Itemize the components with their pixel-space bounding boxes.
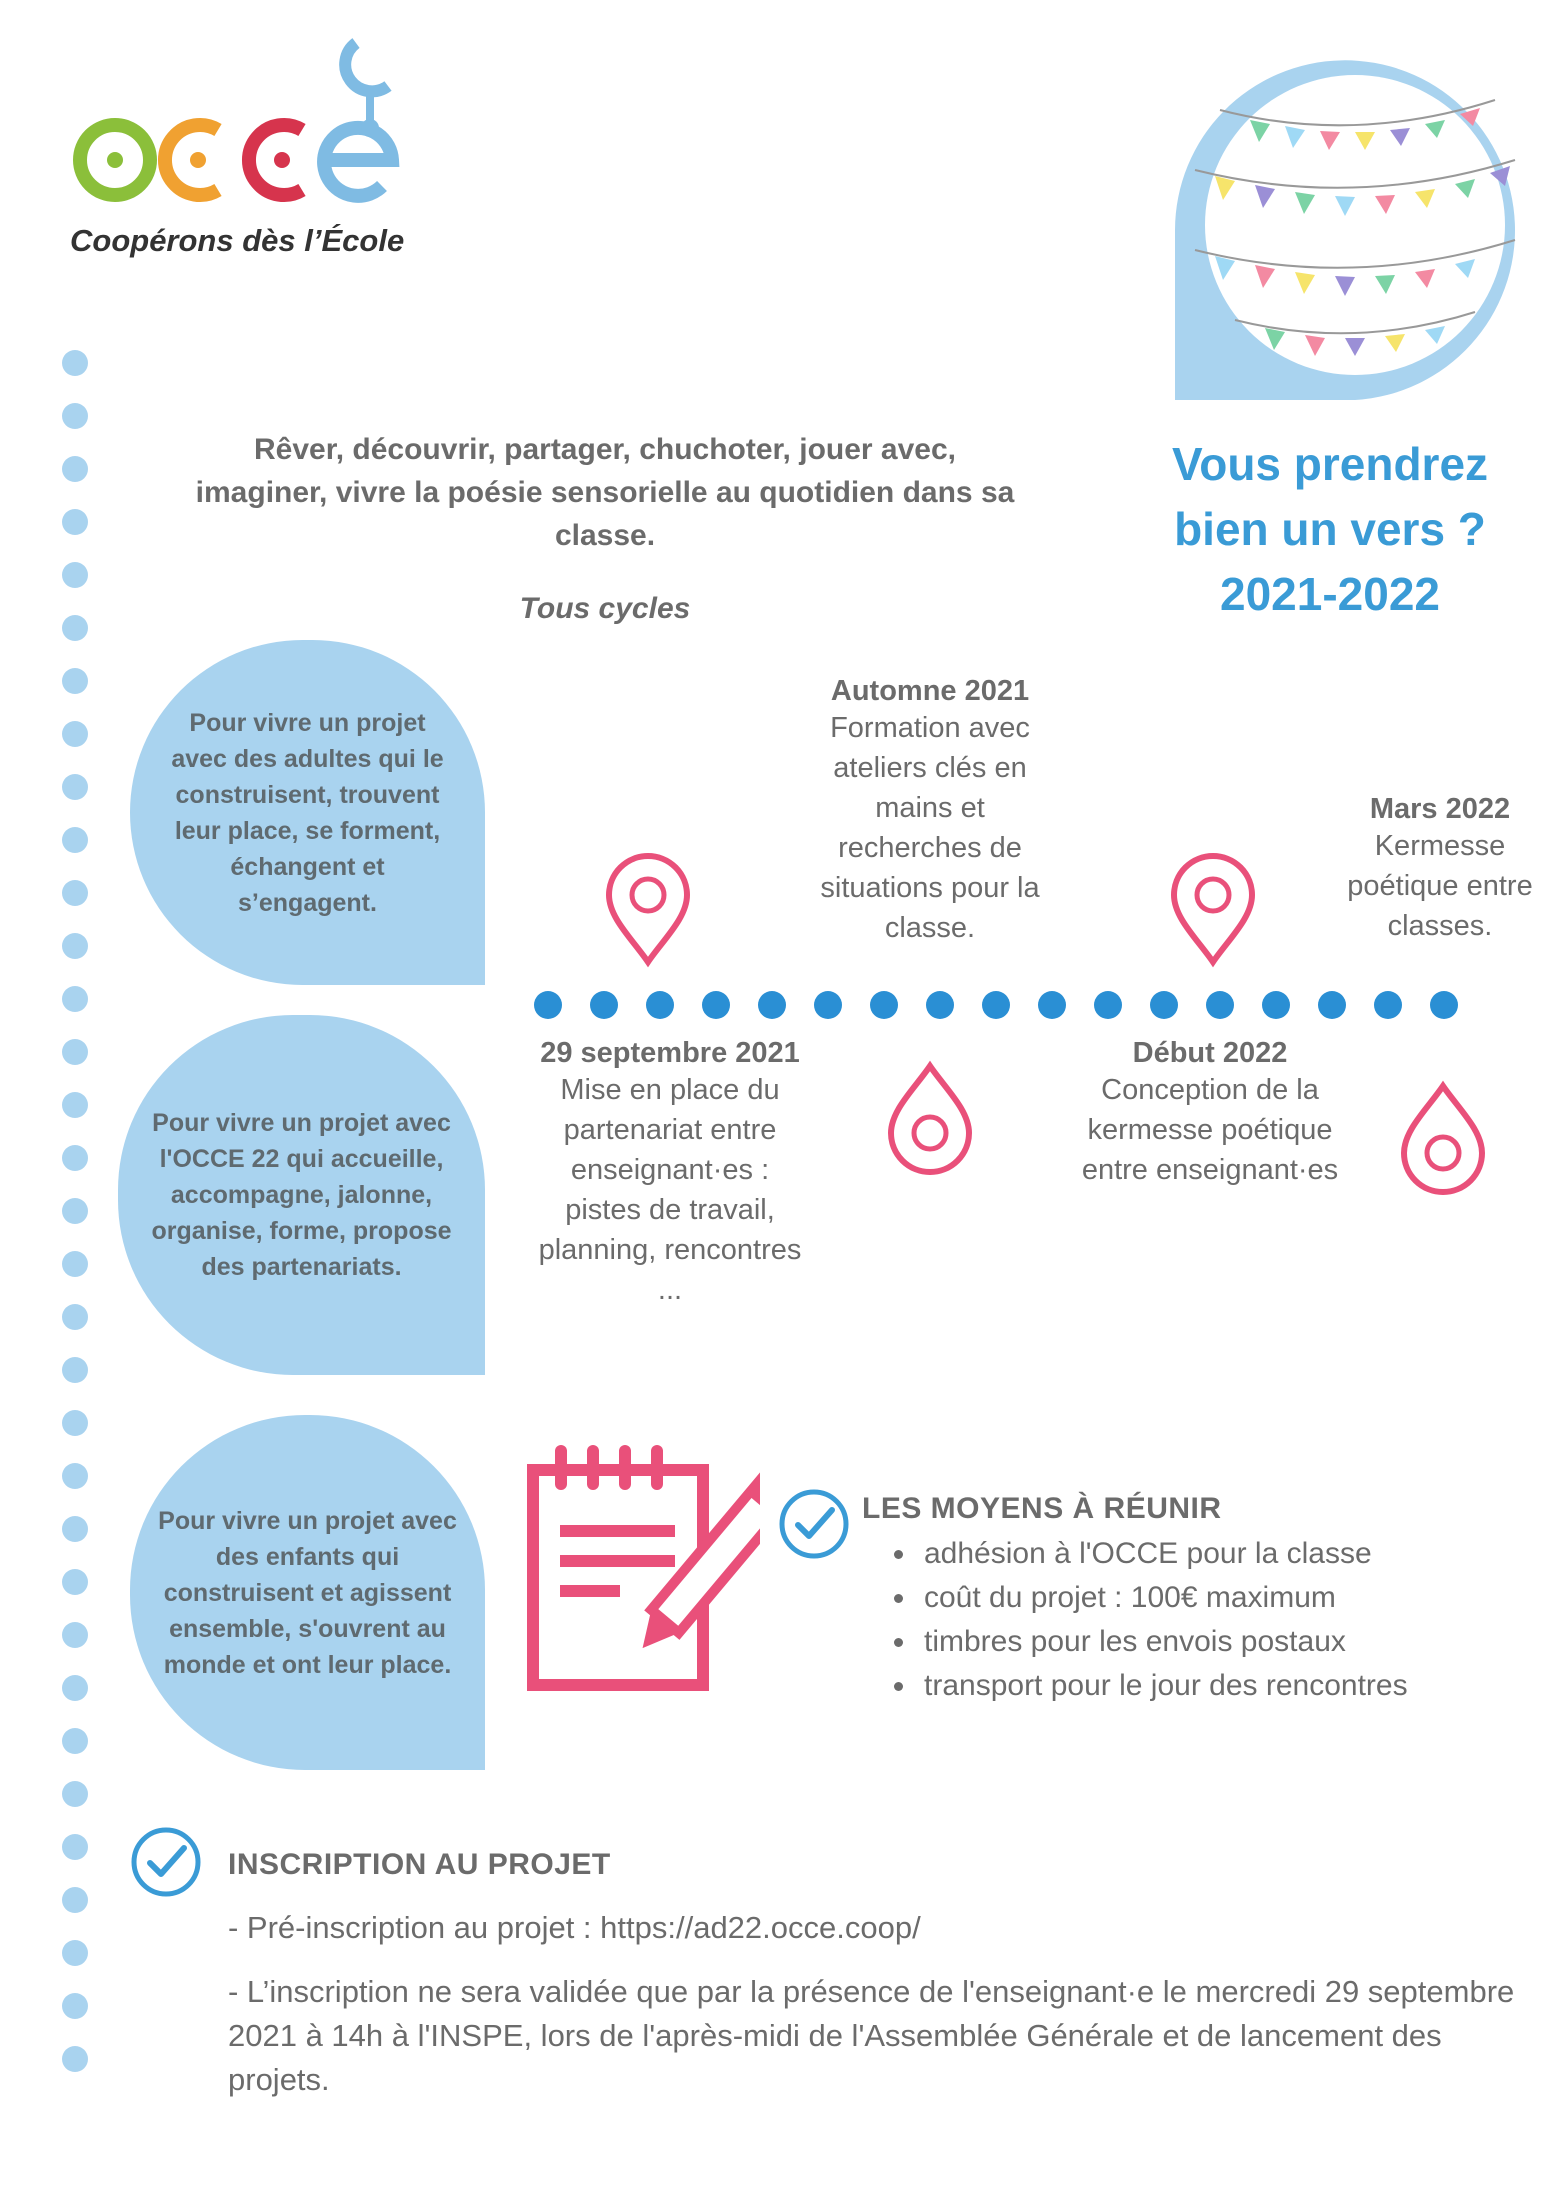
intro-text: Rêver, découvrir, partager, chuchoter, jouer avec, imaginer, vivre la poésie sensorielle au quotidien dans sa classe. (195, 433, 1015, 552)
moyens-list (862, 1532, 1542, 1708)
map-pin-icon (603, 850, 693, 970)
timeline-item (1070, 1037, 1350, 1190)
timeline-date: 29 septembre 2021 (540, 1037, 800, 1069)
audience-label: Tous cycles (519, 592, 691, 625)
timeline-item (520, 1037, 820, 1310)
bubble-adults: Pour vivre un projet avec des adultes qui le construisent, trouvent leur place, se forment, échangent et s’engagent. (130, 640, 485, 985)
logo-tagline: Coopérons dès l’École (70, 223, 405, 258)
left-dotted-decoration (62, 350, 92, 2120)
timeline-date: Mars 2022 (1369, 793, 1511, 825)
bunting-illustration (1175, 50, 1525, 400)
timeline-date: Automne 2021 (830, 675, 1030, 707)
map-pin-icon (1168, 850, 1258, 970)
timeline-text: Conception de la kermesse poétique entre enseignant·es (1081, 1074, 1339, 1186)
drop-marker-icon (1398, 1078, 1488, 1198)
moyens-title: LES MOYENS À RÉUNIR (862, 1492, 1222, 1525)
notepad-pencil-icon (525, 1440, 760, 1695)
timeline-date: Début 2022 (1132, 1037, 1288, 1069)
logo (70, 38, 430, 268)
timeline-text: Kermesse poétique entre classes. (1347, 830, 1533, 942)
timeline-item (800, 675, 1060, 948)
drop-marker-icon (885, 1058, 975, 1178)
bubble-children: Pour vivre un projet avec des enfants qui construisent et agissent ensemble, s'ouvrent au monde et ont leur place. (130, 1415, 485, 1770)
list-item: • coût du projet : 100€ maximum (918, 1576, 1542, 1620)
list-item: • transport pour le jour des rencontres (918, 1664, 1542, 1708)
inscription-title: INSCRIPTION AU PROJET (228, 1848, 611, 1881)
list-item: • adhésion à l'OCCE pour la classe (918, 1532, 1542, 1576)
moyens-section (862, 1492, 1542, 1708)
timeline-text: Formation avec ateliers clés en mains et recherches de situations pour la classe. (820, 712, 1040, 944)
bubble-occe: Pour vivre un projet avec l'OCCE 22 qui accueille, accompagne, jalonne, organise, forme, propose des partenariats. (118, 1015, 485, 1375)
occe-logo-mark (70, 38, 430, 238)
inscription-validation-text: - L’inscription ne sera validée que par la présence de l'enseignant·e le mercredi 29 septembre 2021 à 14h à l'INSPE, lors de l'après-midi de l'Assemblée Générale et de lancement des projets. (228, 1974, 1515, 2097)
timeline-item (1325, 793, 1555, 946)
title-line-2: bien un vers ? (1174, 503, 1486, 555)
page-title (1130, 432, 1530, 627)
timeline-line (520, 990, 1520, 1020)
preinscription-line: - Pré-inscription au projet : https://ad22.occe.coop/ (228, 1910, 921, 1945)
list-item: • timbres pour les envois postaux (918, 1620, 1542, 1664)
checkmark-icon (778, 1488, 850, 1560)
checkmark-icon (130, 1826, 202, 1898)
inscription-section (228, 1848, 1538, 2102)
timeline-text: Mise en place du partenariat entre enseignant·es : pistes de travail, planning, rencontres ... (538, 1074, 802, 1306)
title-line-1: Vous prendrez (1171, 438, 1489, 490)
title-line-3: 2021-2022 (1220, 568, 1440, 620)
